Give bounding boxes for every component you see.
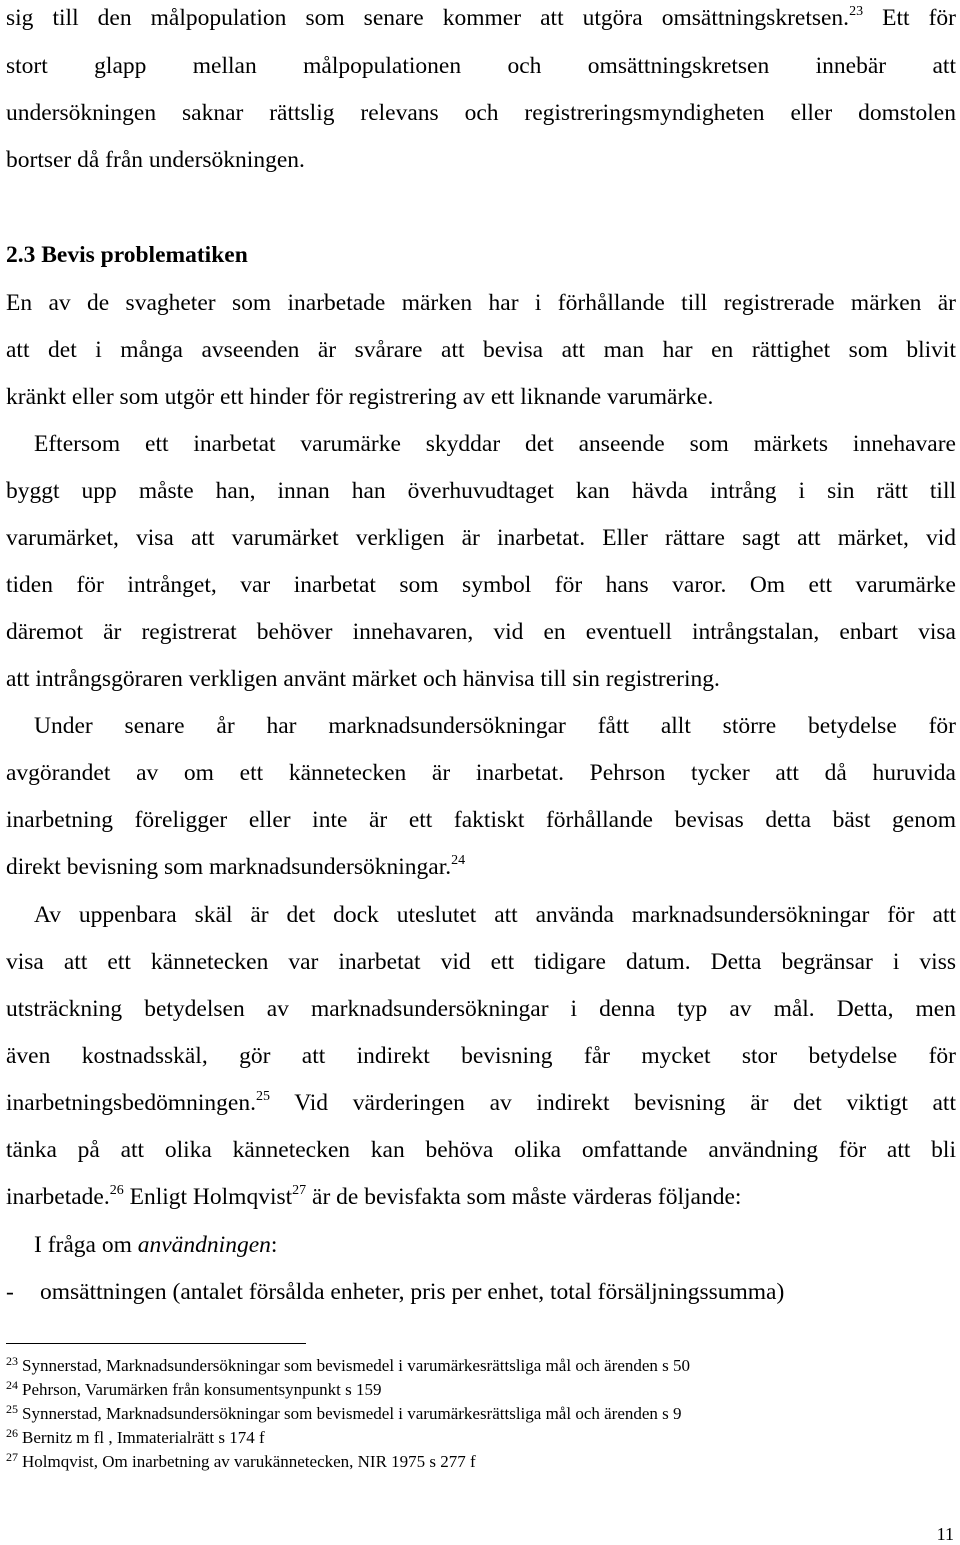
- body-line: I fråga om användningen:: [34, 1232, 278, 1258]
- footnote-ref[interactable]: 25: [255, 1089, 270, 1104]
- body-line: byggt upp måste han, innan han överhuvudtaget kan hävda intrång i sin rätt till: [6, 478, 956, 504]
- footnote: $^{27}$ Holmqvist, Om inarbetning av varukännetecken, NIR 1975 s 277 f: [6, 1450, 476, 1471]
- footnote: $^{25}$ Synnerstad, Marknadsundersökningar som bevismedel i varumärkesrättsliga mål och ärenden s 9: [6, 1402, 682, 1423]
- body-line: varumärket, visa att varumärket verkligen är inarbetat. Eller rättare sagt att märket, vid: [6, 525, 956, 551]
- body-line: tiden för intrånget, var inarbetat som symbol för hans varor. Om ett varumärke: [6, 572, 956, 598]
- body-line: tänka på att olika kännetecken kan behöva olika omfattande användning för att bli: [6, 1137, 956, 1163]
- footnote: $^{23}$ Synnerstad, Marknadsundersökningar som bevismedel i varumärkesrättsliga mål och ärenden s 50: [6, 1354, 691, 1375]
- footnote-ref[interactable]: 23: [849, 4, 864, 19]
- body-line: direkt bevisning som marknadsundersökningar.$^{24}$: [6, 853, 466, 880]
- body-line: Under senare år har marknadsundersökningar fått allt större betydelse för: [34, 713, 956, 739]
- body-line: inarbetning föreligger eller inte är ett faktiskt förhållande bevisas detta bäst genom: [6, 807, 956, 833]
- body-line: visa att ett kännetecken var inarbetat vid ett tidigare datum. Detta begränsar i viss: [6, 949, 956, 975]
- body-line: sig till den målpopulation som senare kommer att utgöra omsättningskretsen.$^{23}$ Ett för: [6, 4, 956, 31]
- body-line: inarbetade.$^{26}$ Enligt Holmqvist$^{27}$ är de bevisfakta som måste värderas följande:: [6, 1183, 742, 1210]
- body-line: även kostnadsskäl, gör att indirekt bevisning får mycket stor betydelse för: [6, 1043, 956, 1069]
- footnote-separator: [6, 1343, 306, 1344]
- body-line: En av de svagheter som inarbetade märken har i förhållande till registrerade märken är: [6, 290, 956, 316]
- emphasis: användningen: [137, 1232, 271, 1258]
- body-line: inarbetningsbedömningen.$^{25}$ Vid värderingen av indirekt bevisning är det viktigt att: [6, 1089, 956, 1116]
- body-line: utsträckning betydelsen av marknadsundersökningar i denna typ av mål. Detta, men: [6, 996, 956, 1022]
- body-line: kränkt eller som utgör ett hinder för registrering av ett liknande varumärke.: [6, 384, 714, 410]
- body-line: däremot är registrerat behöver innehavaren, vid en eventuell intrångstalan, enbart visa: [6, 619, 956, 645]
- list-item-text: omsättningen (antalet försålda enheter, pris per enhet, total försäljningssumma): [40, 1279, 785, 1305]
- page-number: 11: [936, 1524, 954, 1544]
- body-line: undersökningen saknar rättslig relevans och registreringsmyndigheten eller domstolen: [6, 100, 956, 126]
- body-line: stort glapp mellan målpopulationen och omsättningskretsen innebär att: [6, 53, 956, 79]
- body-line: Eftersom ett inarbetat varumärke skyddar det anseende som märkets innehavare: [34, 431, 956, 457]
- list-dash: -: [6, 1279, 14, 1305]
- section-heading: 2.3 Bevis problematiken: [6, 242, 248, 268]
- body-line: bortser då från undersökningen.: [6, 147, 305, 173]
- footnote-ref[interactable]: 26: [109, 1183, 124, 1198]
- body-line: att intrångsgöraren verkligen använt märket och hänvisa till sin registrering.: [6, 666, 720, 692]
- body-line: avgörandet av om ett kännetecken är inarbetat. Pehrson tycker att då huruvida: [6, 760, 956, 786]
- footnote-ref[interactable]: 27: [292, 1183, 307, 1198]
- footnote: $^{24}$ Pehrson, Varumärken från konsumentsynpunkt s 159: [6, 1378, 382, 1399]
- footnote: $^{26}$ Bernitz m fl , Immaterialrätt s 174 f: [6, 1426, 265, 1447]
- body-line: Av uppenbara skäl är det dock uteslutet att använda marknadsundersökningar för att: [34, 902, 956, 928]
- footnote-ref[interactable]: 24: [451, 853, 466, 868]
- body-line: att det i många avseenden är svårare att bevisa att man har en rättighet som blivit: [6, 337, 956, 363]
